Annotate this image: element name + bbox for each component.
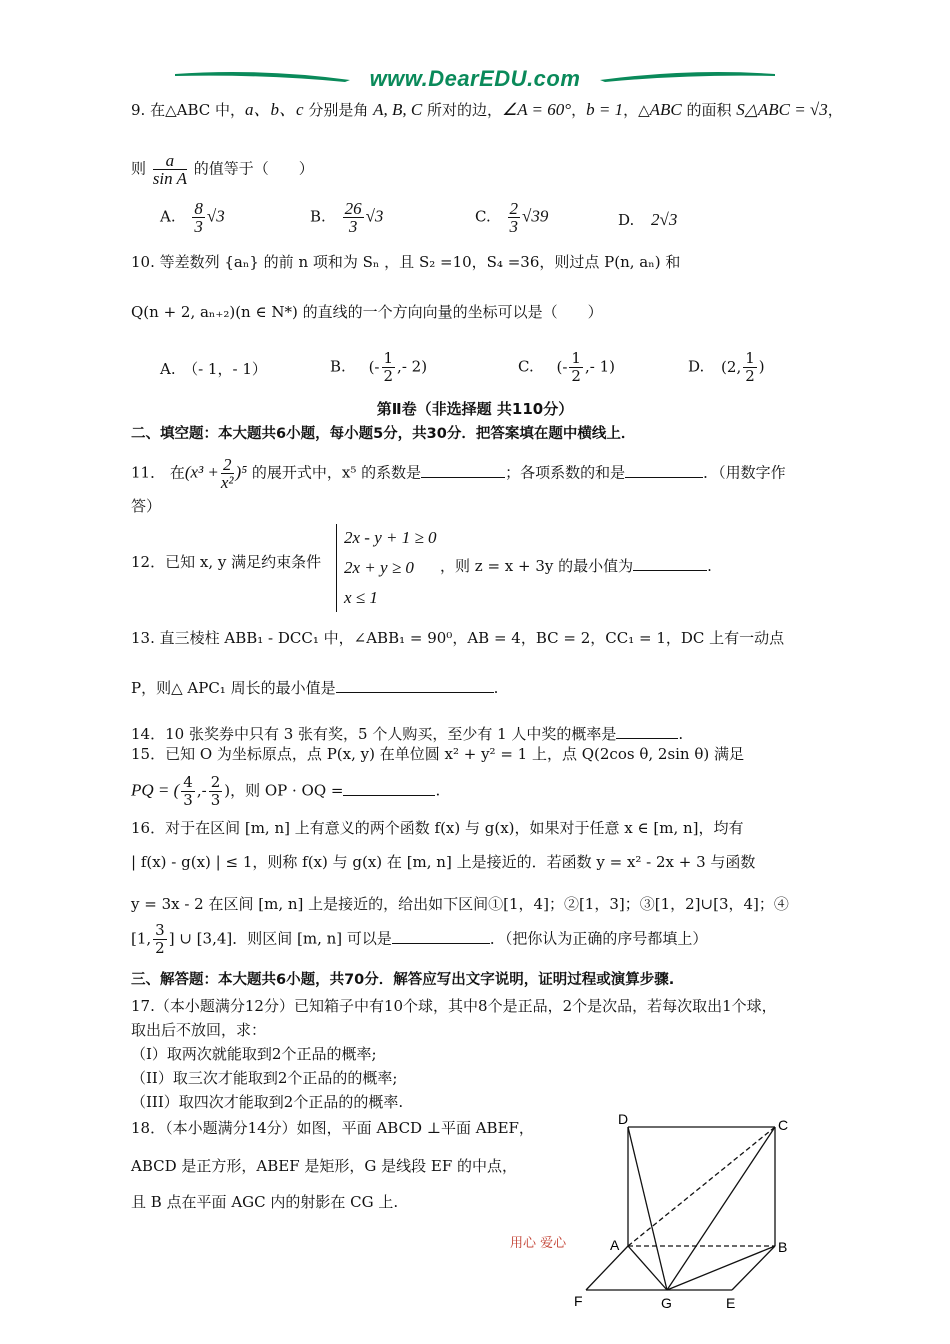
q13-blank[interactable]	[336, 676, 494, 693]
section2-title: 第Ⅱ卷（非选择题 共110分）	[376, 400, 574, 418]
q16-line1: 16．对于在区间 [m, n] 上有意义的两个函数 f(x) 与 g(x)，如果对于任意 x ∈ [m, n]，均有	[131, 819, 744, 837]
q18-line3: 且 B 点在平面 AGC 内的射影在 CG 上.	[131, 1193, 399, 1211]
q9-option-c: C. $\frac{2}{3}$ √39	[475, 199, 549, 236]
q13-line2: P，则△ APC₁ 周长的最小值是 .	[131, 676, 498, 698]
q17-item-3: （III）取四次才能取到2个正品的的概率.	[131, 1093, 404, 1111]
q14-blank[interactable]	[616, 722, 678, 739]
geometry-figure	[572, 1110, 802, 1312]
q9-option-d: D. 2√3	[618, 210, 678, 229]
q15-blank[interactable]	[343, 779, 435, 796]
q17-line1: 17.（本小题满分12分）已知箱子中有10个球，其中8个是正品，2个是次品，若每次取出1个球，	[131, 997, 777, 1015]
q9-fraction: $\frac{a}{\text{sin A}}$	[152, 151, 187, 188]
q16-line2: | f(x) - g(x) | ≤ 1，则称 f(x) 与 g(x) 在 [m, n] 上是接近的．若函数 y = x² - 2x + 3 与函数	[131, 853, 756, 871]
q9-line1: 9. 在△ABC 中，a、b、c 分别是角 A, B, C 所对的边，∠A = 60°，b = 1，△ABC 的面积 S△ABC = √3，	[131, 100, 843, 119]
q11-blank-2[interactable]	[625, 461, 703, 478]
q17-item-2: （II）取三次才能取到2个正品的的概率;	[131, 1069, 398, 1087]
q16-blank[interactable]	[392, 927, 490, 944]
q10-line2: Q(n + 2, aₙ₊₂)(n ∈ N*) 的直线的一个方向向量的坐标可以是（ ）	[131, 303, 603, 321]
site-header[interactable]: www.DearEDU.com	[369, 66, 581, 91]
q11-line1: 11． 在(x³ + $\frac{2}{\text{x²}}$ )⁵ 的展开式中，x⁵ 的系数是 ；各项系数的和是 ．（用数字作	[131, 455, 786, 492]
q9-option-a: A. $\frac{8}{3}$ √3	[160, 199, 225, 236]
figure-label-g: G	[661, 1295, 672, 1311]
q12-post: ，则 z = x + 3y 的最小值为 .	[440, 554, 712, 576]
figure-label-b: B	[778, 1239, 788, 1255]
q10-option-c: C. (- $\frac{1}{2}$ ,- 1)	[518, 349, 615, 385]
q11-blank-1[interactable]	[421, 461, 505, 478]
q18-line1: 18．（本小题满分14分）如图，平面 ABCD ⊥平面 ABEF，	[131, 1119, 534, 1137]
q10-option-a: A. （- 1，- 1）	[160, 360, 267, 378]
q16-line4: [1, $\frac{3}{2}$ ] ∪ [3,4]．则区间 [m, n] 可以是 ．（把你认为正确的序号都填上）	[131, 921, 708, 957]
q13-line1: 13. 直三棱柱 ABB₁ - DCC₁ 中，∠ABB₁ = 90⁰，AB = 4，BC = 2，CC₁ = 1，DC 上有一动点	[131, 629, 785, 647]
q10-line1: 10. 等差数列 {aₙ} 的前 n 项和为 Sₙ ，且 S₂ =10，S₄ =36，则过点 P(n, aₙ) 和	[131, 253, 681, 271]
q12-pre: 12．已知 x, y 满足约束条件	[131, 553, 322, 571]
section2-heading: 二、填空题：本大题共6小题，每小题5分，共30分．把答案填在题中横线上．	[131, 426, 636, 442]
section3-heading: 三、解答题：本大题共6小题，共70分．解答应写出文字说明，证明过程或演算步骤.	[131, 972, 675, 988]
q12-constraint-3: x ≤ 1	[344, 588, 378, 607]
q15-line2: PQ = ( $\frac{4}{3}$ ,- $\frac{2}{3}$ )，则 OP · OQ = .	[131, 773, 441, 809]
figure-label-c: C	[778, 1117, 789, 1133]
q14-line: 14．10 张奖券中只有 3 张有奖，5 个人购买，至少有 1 人中奖的概率是 .	[131, 722, 683, 744]
q17-line2: 取出后不放回，求：	[131, 1021, 267, 1039]
q12-constraint-2: 2x + y ≥ 0	[344, 558, 414, 577]
watermark-text: 用心 爱心	[510, 1236, 567, 1251]
q18-line2: ABCD 是正方形，ABEF 是矩形，G 是线段 EF 的中点，	[131, 1157, 518, 1175]
q9-option-b: B. $\frac{26}{3}$ √3	[310, 199, 384, 236]
q15-line1: 15．已知 O 为坐标原点，点 P(x, y) 在单位圆 x² + y² = 1 上，点 Q(2cos θ, 2sin θ) 满足	[131, 745, 745, 763]
figure-label-e: E	[726, 1295, 736, 1311]
figure-label-d: D	[618, 1111, 629, 1127]
figure-label-f: F	[574, 1293, 583, 1309]
figure-label-a: A	[610, 1237, 620, 1253]
q12-constraint-1: 2x - y + 1 ≥ 0	[344, 528, 437, 547]
q17-item-1: （I）取两次就能取到2个正品的概率;	[131, 1045, 377, 1063]
q12-blank[interactable]	[633, 554, 707, 571]
q10-option-b: B. (- $\frac{1}{2}$ ,- 2)	[330, 349, 428, 385]
q16-line3: y = 3x - 2 在区间 [m, n] 上是接近的，给出如下区间①[1，4]；②[1，3]；③[1，2]∪[3，4]；④	[131, 895, 789, 913]
q10-option-d: D. (2, $\frac{1}{2}$ )	[688, 349, 765, 385]
q11-line2: 答）	[131, 497, 162, 515]
q9-line2: 则 $\frac{a}{\text{sin A}}$ 的值等于（ ）	[131, 151, 314, 188]
